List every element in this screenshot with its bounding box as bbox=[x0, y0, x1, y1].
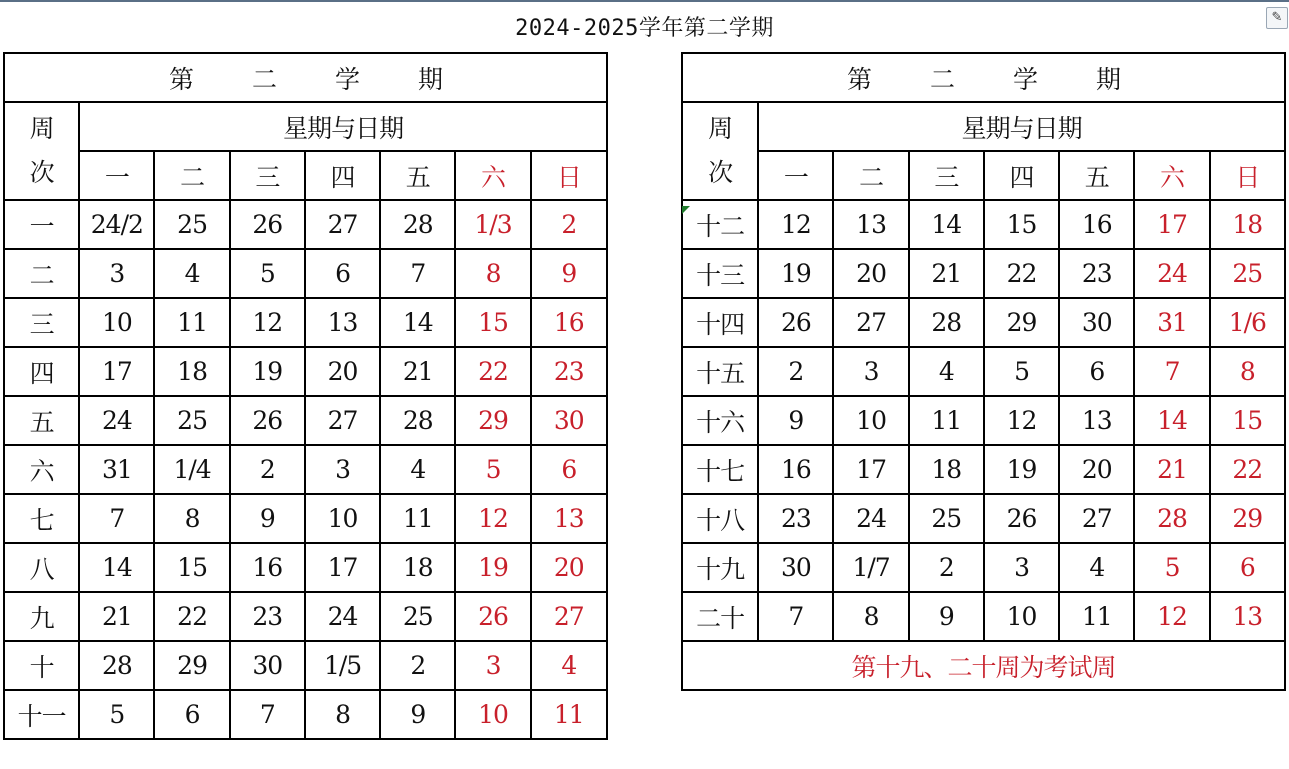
semester-char: 第 bbox=[847, 64, 872, 94]
weekend-date-cell: 23 bbox=[531, 347, 607, 396]
date-cell: 15 bbox=[984, 200, 1059, 249]
date-cell: 9 bbox=[230, 494, 305, 543]
date-cell: 28 bbox=[79, 641, 154, 690]
note-row bbox=[682, 641, 1285, 690]
date-cell: 24 bbox=[79, 396, 154, 445]
date-cell: 31 bbox=[79, 445, 154, 494]
weekend-date-cell: 24 bbox=[1134, 249, 1209, 298]
date-cell: 11 bbox=[1059, 592, 1134, 641]
date-cell: 14 bbox=[380, 298, 455, 347]
day-group-header-row bbox=[682, 102, 1285, 151]
date-cell: 19 bbox=[984, 445, 1059, 494]
semester-header-row bbox=[682, 53, 1285, 102]
date-cell: 21 bbox=[909, 249, 984, 298]
date-cell: 16 bbox=[230, 543, 305, 592]
date-cell: 2 bbox=[909, 543, 984, 592]
date-cell: 28 bbox=[380, 200, 455, 249]
edit-pencil-icon[interactable]: ✎ bbox=[1266, 7, 1288, 29]
date-cell: 27 bbox=[305, 396, 380, 445]
semester-char: 期 bbox=[417, 64, 442, 94]
right-table-body bbox=[682, 53, 1285, 690]
weekend-date-cell: 6 bbox=[531, 445, 607, 494]
weekend-date-cell: 27 bbox=[531, 592, 607, 641]
date-cell: 8 bbox=[154, 494, 229, 543]
week-number-cell: 十六 bbox=[682, 396, 758, 445]
weekend-date-cell: 5 bbox=[455, 445, 530, 494]
date-cell: 13 bbox=[1059, 396, 1134, 445]
week-number-cell: 八 bbox=[4, 543, 79, 592]
cell-comment-marker bbox=[682, 206, 690, 214]
weekday-header-row bbox=[682, 151, 1285, 200]
week-number-cell: 十三 bbox=[682, 249, 758, 298]
week-row bbox=[682, 445, 1285, 494]
weekend-date-cell: 13 bbox=[531, 494, 607, 543]
weekend-date-cell: 8 bbox=[1210, 347, 1285, 396]
date-cell: 1/5 bbox=[305, 641, 380, 690]
calendar-table-right bbox=[681, 52, 1286, 691]
weekend-date-cell: 6 bbox=[1210, 543, 1285, 592]
weekend-date-cell: 26 bbox=[455, 592, 530, 641]
date-cell: 23 bbox=[230, 592, 305, 641]
date-cell: 14 bbox=[909, 200, 984, 249]
date-cell: 3 bbox=[833, 347, 908, 396]
date-cell: 8 bbox=[305, 690, 380, 739]
date-cell: 21 bbox=[380, 347, 455, 396]
week-number-cell: 九 bbox=[4, 592, 79, 641]
weekend-date-cell: 8 bbox=[455, 249, 530, 298]
date-cell: 29 bbox=[984, 298, 1059, 347]
semester-char: 第 bbox=[169, 64, 194, 94]
weekday-header: 五 bbox=[1059, 151, 1134, 200]
date-cell: 9 bbox=[758, 396, 833, 445]
weekday-header: 二 bbox=[833, 151, 908, 200]
date-cell: 18 bbox=[380, 543, 455, 592]
week-row bbox=[4, 249, 607, 298]
weekend-date-cell: 9 bbox=[531, 249, 607, 298]
date-cell: 1/7 bbox=[833, 543, 908, 592]
date-cell: 13 bbox=[833, 200, 908, 249]
date-cell: 24 bbox=[833, 494, 908, 543]
date-cell: 9 bbox=[909, 592, 984, 641]
date-cell: 21 bbox=[79, 592, 154, 641]
date-cell: 6 bbox=[1059, 347, 1134, 396]
week-number-cell: 十七 bbox=[682, 445, 758, 494]
date-cell: 23 bbox=[758, 494, 833, 543]
week-row bbox=[4, 396, 607, 445]
weekend-date-cell: 3 bbox=[455, 641, 530, 690]
weekend-date-cell: 12 bbox=[1134, 592, 1209, 641]
week-row bbox=[4, 690, 607, 739]
date-cell: 26 bbox=[230, 396, 305, 445]
exam-week-note: 第十九、二十周为考试周 bbox=[682, 641, 1285, 690]
week-number-cell: 二十 bbox=[682, 592, 758, 641]
date-cell: 24 bbox=[305, 592, 380, 641]
calendar-table-left bbox=[3, 52, 608, 740]
date-cell: 5 bbox=[79, 690, 154, 739]
date-cell: 15 bbox=[154, 543, 229, 592]
week-row bbox=[682, 200, 1285, 249]
date-cell: 25 bbox=[380, 592, 455, 641]
date-cell: 3 bbox=[984, 543, 1059, 592]
date-cell: 18 bbox=[909, 445, 984, 494]
weekend-date-cell: 19 bbox=[455, 543, 530, 592]
weekday-header: 四 bbox=[984, 151, 1059, 200]
week-number-cell: 十二 bbox=[682, 200, 758, 249]
weekend-date-cell: 11 bbox=[531, 690, 607, 739]
date-cell: 10 bbox=[833, 396, 908, 445]
weekday-header: 三 bbox=[230, 151, 305, 200]
date-cell: 11 bbox=[380, 494, 455, 543]
semester-char: 二 bbox=[930, 64, 955, 94]
semester-char: 学 bbox=[1012, 64, 1037, 94]
date-cell: 1/4 bbox=[154, 445, 229, 494]
date-cell: 24/2 bbox=[79, 200, 154, 249]
weekday-header: 三 bbox=[909, 151, 984, 200]
page-title: 2024-2025学年第二学期 bbox=[515, 16, 774, 41]
date-cell: 8 bbox=[833, 592, 908, 641]
week-row bbox=[4, 543, 607, 592]
date-cell: 7 bbox=[758, 592, 833, 641]
date-cell: 26 bbox=[230, 200, 305, 249]
weekend-date-cell: 16 bbox=[531, 298, 607, 347]
weekend-date-cell: 28 bbox=[1134, 494, 1209, 543]
week-number-cell: 一 bbox=[4, 200, 79, 249]
weekend-date-cell: 2 bbox=[531, 200, 607, 249]
week-number-cell: 五 bbox=[4, 396, 79, 445]
date-cell: 26 bbox=[984, 494, 1059, 543]
day-group-header-row bbox=[4, 102, 607, 151]
week-row bbox=[682, 543, 1285, 592]
week-label-char: 周 bbox=[29, 114, 54, 143]
date-cell: 27 bbox=[305, 200, 380, 249]
date-cell: 5 bbox=[984, 347, 1059, 396]
week-row bbox=[4, 347, 607, 396]
date-cell: 4 bbox=[380, 445, 455, 494]
weekend-date-cell: 10 bbox=[455, 690, 530, 739]
date-cell: 16 bbox=[1059, 200, 1134, 249]
weekday-header: 二 bbox=[154, 151, 229, 200]
day-group-header: 星期与日期 bbox=[758, 102, 1285, 151]
weekday-header-saturday: 六 bbox=[1134, 151, 1209, 200]
week-row bbox=[4, 445, 607, 494]
weekend-date-cell: 14 bbox=[1134, 396, 1209, 445]
weekend-date-cell: 31 bbox=[1134, 298, 1209, 347]
date-cell: 25 bbox=[154, 396, 229, 445]
week-row bbox=[682, 592, 1285, 641]
date-cell: 20 bbox=[305, 347, 380, 396]
week-row bbox=[4, 494, 607, 543]
date-cell: 19 bbox=[230, 347, 305, 396]
weekend-date-cell: 18 bbox=[1210, 200, 1285, 249]
date-cell: 7 bbox=[230, 690, 305, 739]
weekend-date-cell: 20 bbox=[531, 543, 607, 592]
date-cell: 9 bbox=[380, 690, 455, 739]
date-cell: 3 bbox=[305, 445, 380, 494]
weekend-date-cell: 25 bbox=[1210, 249, 1285, 298]
weekend-date-cell: 7 bbox=[1134, 347, 1209, 396]
date-cell: 10 bbox=[984, 592, 1059, 641]
weekday-header: 五 bbox=[380, 151, 455, 200]
week-number-cell: 七 bbox=[4, 494, 79, 543]
weekend-date-cell: 21 bbox=[1134, 445, 1209, 494]
date-cell: 30 bbox=[758, 543, 833, 592]
date-cell: 10 bbox=[79, 298, 154, 347]
date-cell: 7 bbox=[380, 249, 455, 298]
weekend-date-cell: 17 bbox=[1134, 200, 1209, 249]
date-cell: 5 bbox=[230, 249, 305, 298]
date-cell: 6 bbox=[154, 690, 229, 739]
weekday-header: 四 bbox=[305, 151, 380, 200]
week-row bbox=[4, 298, 607, 347]
date-cell: 20 bbox=[1059, 445, 1134, 494]
date-cell: 2 bbox=[380, 641, 455, 690]
date-cell: 17 bbox=[305, 543, 380, 592]
semester-header bbox=[4, 53, 607, 102]
weekday-header-sunday: 日 bbox=[1210, 151, 1285, 200]
date-cell: 4 bbox=[154, 249, 229, 298]
semester-char: 期 bbox=[1095, 64, 1120, 94]
weekend-date-cell: 15 bbox=[1210, 396, 1285, 445]
semester-char: 二 bbox=[252, 64, 277, 94]
date-cell: 27 bbox=[1059, 494, 1134, 543]
weekday-header-saturday: 六 bbox=[455, 151, 530, 200]
week-number-cell: 十八 bbox=[682, 494, 758, 543]
weekend-date-cell: 29 bbox=[1210, 494, 1285, 543]
date-cell: 12 bbox=[230, 298, 305, 347]
date-cell: 2 bbox=[230, 445, 305, 494]
date-cell: 10 bbox=[305, 494, 380, 543]
week-number-cell: 十五 bbox=[682, 347, 758, 396]
date-cell: 13 bbox=[305, 298, 380, 347]
weekend-date-cell: 1/6 bbox=[1210, 298, 1285, 347]
day-group-header: 星期与日期 bbox=[79, 102, 607, 151]
weekday-header-row bbox=[4, 151, 607, 200]
weekday-header-sunday: 日 bbox=[531, 151, 607, 200]
weekend-date-cell: 4 bbox=[531, 641, 607, 690]
date-cell: 30 bbox=[1059, 298, 1134, 347]
week-row bbox=[682, 494, 1285, 543]
week-row bbox=[4, 200, 607, 249]
week-number-cell: 十九 bbox=[682, 543, 758, 592]
left-table-body bbox=[4, 53, 607, 739]
date-cell: 29 bbox=[154, 641, 229, 690]
week-number-cell: 六 bbox=[4, 445, 79, 494]
date-cell: 6 bbox=[305, 249, 380, 298]
date-cell: 30 bbox=[230, 641, 305, 690]
date-cell: 3 bbox=[79, 249, 154, 298]
date-cell: 7 bbox=[79, 494, 154, 543]
date-cell: 19 bbox=[758, 249, 833, 298]
week-row bbox=[682, 249, 1285, 298]
week-number-cell: 四 bbox=[4, 347, 79, 396]
date-cell: 26 bbox=[758, 298, 833, 347]
week-row bbox=[682, 298, 1285, 347]
date-cell: 18 bbox=[154, 347, 229, 396]
weekend-date-cell: 22 bbox=[455, 347, 530, 396]
date-cell: 20 bbox=[833, 249, 908, 298]
week-row bbox=[4, 641, 607, 690]
semester-header-row bbox=[4, 53, 607, 102]
date-cell: 2 bbox=[758, 347, 833, 396]
week-number-cell: 三 bbox=[4, 298, 79, 347]
date-cell: 14 bbox=[79, 543, 154, 592]
semester-char: 学 bbox=[334, 64, 359, 94]
weekday-header: 一 bbox=[758, 151, 833, 200]
week-number-cell: 十四 bbox=[682, 298, 758, 347]
week-row bbox=[682, 396, 1285, 445]
weekend-date-cell: 29 bbox=[455, 396, 530, 445]
weekend-date-cell: 13 bbox=[1210, 592, 1285, 641]
weekend-date-cell: 30 bbox=[531, 396, 607, 445]
date-cell: 28 bbox=[380, 396, 455, 445]
weekend-date-cell: 15 bbox=[455, 298, 530, 347]
date-cell: 28 bbox=[909, 298, 984, 347]
weekend-date-cell: 1/3 bbox=[455, 200, 530, 249]
date-cell: 17 bbox=[79, 347, 154, 396]
date-cell: 12 bbox=[984, 396, 1059, 445]
weekend-date-cell: 22 bbox=[1210, 445, 1285, 494]
window-top-border bbox=[0, 0, 1289, 2]
date-cell: 23 bbox=[1059, 249, 1134, 298]
date-cell: 25 bbox=[154, 200, 229, 249]
date-cell: 22 bbox=[984, 249, 1059, 298]
week-column-header bbox=[682, 102, 758, 200]
weekend-date-cell: 12 bbox=[455, 494, 530, 543]
date-cell: 17 bbox=[833, 445, 908, 494]
date-cell: 4 bbox=[909, 347, 984, 396]
week-column-header bbox=[4, 102, 79, 200]
week-number-cell: 十一 bbox=[4, 690, 79, 739]
date-cell: 27 bbox=[833, 298, 908, 347]
week-number-cell: 十 bbox=[4, 641, 79, 690]
week-label-char: 周 bbox=[708, 114, 733, 143]
semester-header bbox=[682, 53, 1285, 102]
date-cell: 25 bbox=[909, 494, 984, 543]
weekday-header: 一 bbox=[79, 151, 154, 200]
week-label-char: 次 bbox=[29, 158, 54, 187]
date-cell: 11 bbox=[154, 298, 229, 347]
date-cell: 12 bbox=[758, 200, 833, 249]
date-cell: 4 bbox=[1059, 543, 1134, 592]
week-row bbox=[682, 347, 1285, 396]
weekend-date-cell: 5 bbox=[1134, 543, 1209, 592]
date-cell: 16 bbox=[758, 445, 833, 494]
week-row bbox=[4, 592, 607, 641]
week-label-char: 次 bbox=[708, 158, 733, 187]
date-cell: 22 bbox=[154, 592, 229, 641]
week-number-cell: 二 bbox=[4, 249, 79, 298]
date-cell: 11 bbox=[909, 396, 984, 445]
